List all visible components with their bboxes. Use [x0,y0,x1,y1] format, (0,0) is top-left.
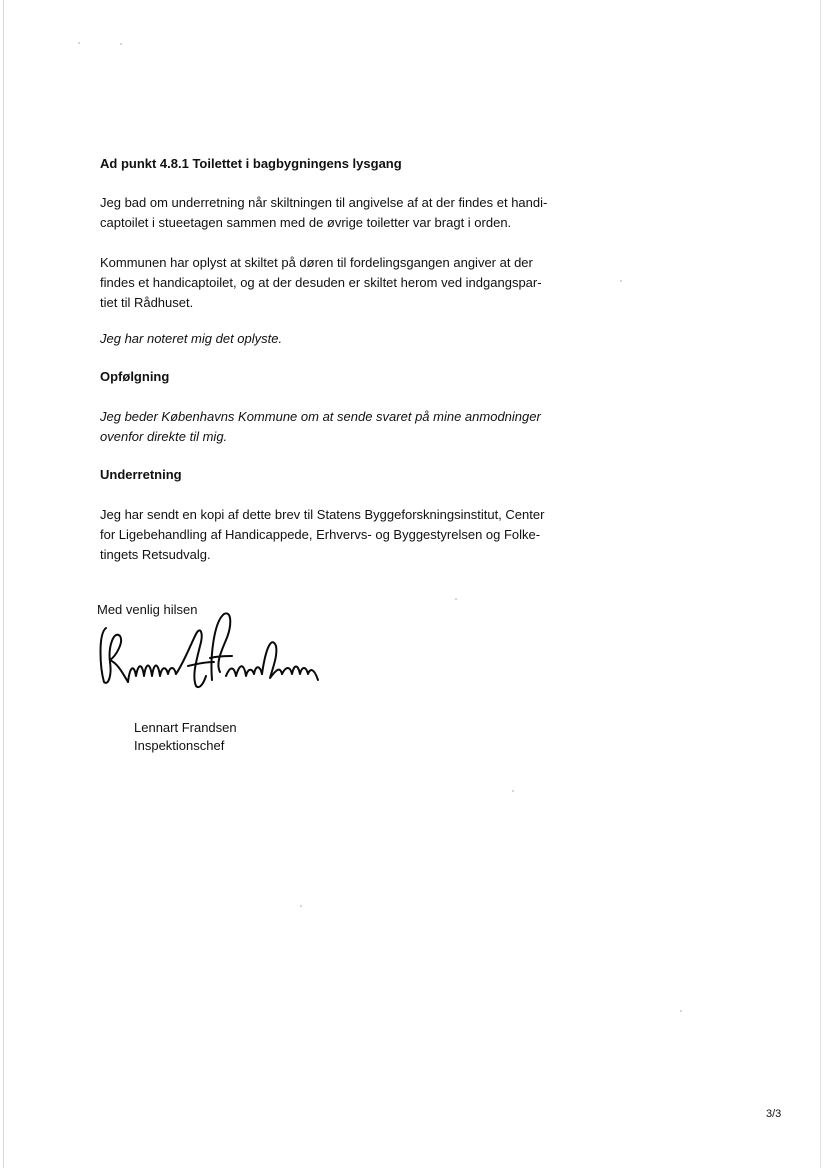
scan-edge-right [820,0,821,1168]
signer-title: Inspektionschef [134,738,225,753]
paragraph-line: Jeg beder Københavns Kommune om at sende svaret på mine anmodninger [100,409,541,424]
paragraph-line: tiet til Rådhuset. [100,295,194,310]
section-heading-toilet: Ad punkt 4.8.1 Toilettet i bagbygningens lysgang [100,156,402,171]
paragraph-followup-request [100,407,590,447]
closing-greeting: Med venlig hilsen [97,602,198,617]
scan-edge-left [3,0,4,1168]
paragraph-line: ovenfor direkte til mig. [100,429,228,444]
paragraph-line: captoilet i stueetagen sammen med de øvrige toiletter var bragt i orden. [100,215,512,230]
signer-name: Lennart Frandsen [134,720,237,735]
scan-speck [78,42,80,44]
scan-speck [620,280,622,282]
scan-speck [300,905,302,907]
scan-speck [455,598,457,600]
paragraph-line: findes et handicaptoilet, og at der desuden er skiltet herom ved indgangspar- [100,275,542,290]
paragraph-line: tingets Retsudvalg. [100,547,211,562]
paragraph-line: for Ligebehandling af Handicappede, Erhvervs- og Byggestyrelsen og Folke- [100,527,541,542]
scan-speck [120,43,122,45]
page-number: 3/3 [766,1108,782,1120]
scan-speck [512,790,514,792]
paragraph-line: Jeg har sendt en kopi af dette brev til Statens Byggeforskningsinstitut, Center [100,507,545,522]
paragraph-line: Jeg bad om underretning når skiltningen til angivelse af at der findes et handi- [100,195,548,210]
paragraph-copy-recipients [100,505,590,565]
section-heading-notification: Underretning [100,467,182,482]
paragraph-request-signage [100,193,590,233]
scan-speck [680,1010,682,1012]
paragraph-line: Jeg har noteret mig det oplyste. [100,331,283,346]
paragraph-noted [100,329,590,349]
section-heading-followup: Opfølgning [100,369,170,384]
paragraph-line: Kommunen har oplyst at skiltet på døren til fordelingsgangen angiver at der [100,255,533,270]
signer-block [134,719,237,755]
handwritten-signature [92,606,330,692]
paragraph-municipality-response [100,253,590,313]
